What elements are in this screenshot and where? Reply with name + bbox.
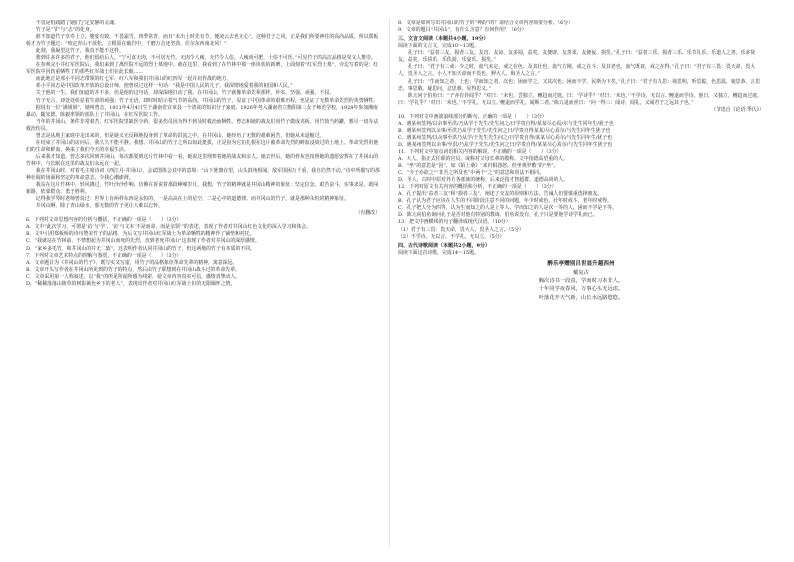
paragraph: 在结束了井冈山的访问后，我久久不能平静。我想，井冈山的竹子之所以如此挺拔，正是因为它们扎根在这片被革命先烈的鲜血浸染过的土地上。革命先烈用他们的生命和鲜血，换来了我们今天的幸福生活。 <box>26 139 379 153</box>
section-heading: 三、文言文阅读（本题共4小题，19分） <box>398 36 489 43</box>
option: A．大人，指正式任职的官员，或称对父母长辈的敬称。文中指德高望重的人。 <box>398 156 568 163</box>
source-note: （节选自《论语·季氏》） <box>711 106 764 113</box>
option: C．孔子把人分为四等，认为生而知之的人是上等人，学而知之的人是次一等的人，困而不学是下等。 <box>398 205 617 212</box>
section-intro: 阅读下面的文言文，完成10～13题。 <box>398 43 479 50</box>
poem-title: 醉乐亭赠别吕世显升越西州 <box>547 260 615 267</box>
option: A．遇某州签判/以余事至洪/乃从学于先生/先生问之/曰学贵自得/某某尽心焉/尔与先生同年生/犹子也 <box>398 120 614 127</box>
paragraph: 不畏是怕践踏了她们宁定安静的灵魂。 <box>35 20 119 26</box>
paragraph: 当年的井冈山，条件非常艰苦，红军医院里缺医少药，很多伤员因为得不到及时救治而牺牲。曾志和她的战友们用竹子做成夹板、用竹筒当药罐，想尽一切办法救治伤员。 <box>26 118 379 132</box>
translation-item: （2）不学诗，无以言。不学礼，无以立。（5分） <box>398 233 505 240</box>
option: D．“家乡多毛竹，和井冈山的并无二致”，这表明作者认同井冈山的竹子，但这两地的竹子有本质的不同。 <box>26 245 256 252</box>
question-9: 9．文章的题目“井冈山”，有什么含意？有何作用？（6分） <box>398 27 527 34</box>
left-column <box>26 20 380 550</box>
poem-author: 戴复古 <box>573 269 589 276</box>
question-8: 8．文章是如何写出井冈山的竹子的“神韵”的？请结合文章内容简要分析。（6分） <box>398 20 574 26</box>
option: D．“稀稀落落山陵草的树影篱色乡下的老人”，表现出作者对井冈山红军战士们的无限缅怀之情。 <box>26 280 236 287</box>
paragraph: 邓小平同志是中国改革开放的总设计师，他曾说过这样一句话：“我是中国人民的儿子，我深情地爱着我的祖国和人民。” <box>35 83 293 90</box>
paragraph: 我站在这片竹林中，轻风拂过，竹叶沙沙作响，仿佛在诉说着那段峥嵘岁月。我想，竹子的精神就是井冈山精神的象征：坚定信念、艰苦奋斗，实事求是、敢闯新路，依靠群众、勇于胜利。 <box>26 182 379 196</box>
section-heading: 四、古代诗歌阅读（本题共2小题，9分） <box>398 242 490 249</box>
paragraph: 井冈山啊，除了青山绿水，那无数的竹子更让人难以忘怀。 <box>35 203 163 210</box>
classical-paragraph: 孔子曰：“君子有三戒：少之时，血气未定，戒之在色；及其壮也，血气方刚，戒之在斗；及其老也，血气既衰，戒之在得。”孔子曰：“君子有三畏：畏天命，畏大人，畏圣人之言。小人不知天命而不畏也，狎大人，侮圣人之言。” <box>398 64 756 78</box>
paragraph: 后来我才知道，曾志多次回到井冈山，每次都要到这片竹林中看一看，她说这里埋葬着她的战友和亲人。她去世后，她的骨灰也按照她的遗愿安葬在了井冈山的竹林中，与长眠在这里的战友们永远在一起。 <box>26 153 379 167</box>
question-6: 6．下列对文章思想内容的分析与概括，不正确的一项是（ ）（3分） <box>26 217 182 224</box>
question-11: 11．下列对文中加点词语相关内容的解说，不正确的一项是（ ）（3分） <box>398 149 562 155</box>
option: D．遇某州签判以余事/至洪/乃从学于先生/先生问之曰/学贵自得/某某尽心焉尔/与先生同年生犹子也 <box>398 141 613 148</box>
right-column <box>398 20 764 550</box>
poem-line: 胸次诗书一段真，学而时习本非人。 <box>538 277 624 284</box>
question-7: 7．下列对文章艺术特点的理解与鉴赏，不正确的一项是（ ）（3分） <box>26 252 182 259</box>
paragraph: 曾志是从地主家庭中走出来的，但是她义无反顾地投身到了革命的洪流之中。在井冈山，她经历了无数的艰难困苦，但她从未退缩过。 <box>35 132 325 139</box>
section-intro: 阅读下面这首诗歌，完成14～15题。 <box>398 249 479 256</box>
paragraph: 谁不知道竹子享寿上立，婆娑有致，不畏霜雪，四季常青，而且“未出土时先有节，便凌云去也无心”。这种君子之风，正是我们所要神往的高尚品质。所以郑板桥才为竹子题过：“咬定青山不放松，立根原在破岩中。千磨万击还坚劲，任尔东西南北风！” <box>26 34 379 48</box>
paragraph: 而此地正是邓小平同志带领的红七军、红八军和我们井冈山的红四军一起并肩作战的地方。 <box>35 76 232 83</box>
option: C．“我就站在竹林前，不禁想起为井冈山而死的先烈，直到老死井冈山”这表现了作者对井冈山的深厚感情。 <box>26 238 260 245</box>
classical-paragraph: 孔子曰：“生而知之者，上也；学而知之者，次也；困而学之，又其次也；困而不学，民斯为下矣。”孔子曰：“君子有九思：视思明，听思聪，色思温，貌思恭，言思忠，事思敬，疑思问，忿思难，见得思义。” <box>398 78 761 92</box>
paragraph: 此刻，我凝望这竹子，我真不能不这样。 <box>35 48 124 55</box>
option: B．文章开头写作者在井冈山所见到的竹子的特点，然后由竹子联想到在井冈山战斗过的革命先辈。 <box>26 266 240 273</box>
question-12: 12．下列对原文有关内容的概括和分析，不正确的一项是（ ）（3分） <box>398 184 557 191</box>
paragraph: 记得我学琴时老师曾说过：世界上有两样东西是永恒的，一是高高在上的星空，二是心中的道德律。而井冈山的竹子，就是那种永恒的精神象征。 <box>35 196 349 203</box>
poem-line: 叶落花开天气新，山长水远路悠悠。 <box>538 294 624 301</box>
option: B．孔子认为君子应该在人生的不同阶段注意不同的问题，年少时戒色，壮年时戒斗，老年时戒得。 <box>398 198 612 205</box>
option: C．文章采用第一人称叙述，以“我”的所见所闻所感为线索，使文章内容真实可信，感情真挚动人。 <box>26 273 241 280</box>
translation-item: （1）君子有三畏：畏天命，畏大人，畏圣人之言。（5分） <box>398 226 525 233</box>
paragraph: 竹子是“节”与“志”的化身。 <box>35 27 95 34</box>
paragraph: 在参观完小井红军医院后，我们来到了离医院不远的烈士墓地中。就在这里，我看到了在竹林中那一座块状的新碑，上面刻着“红军烈士墓”，旁边写着的是：红军医院中因伤重牺牲了的那些红军战士们在此长眠…… <box>26 62 379 76</box>
option: A．文章题目为《井冈山的竹子》，既写实又写虚，用竹子的品格象征革命先辈的精神，寓意深远。 <box>26 259 238 266</box>
paragraph: 竹子无言，却处处彰显着生命的顽强；竹子无语，却时时昭示着气节的高尚。井冈山的竹子，见证了中国革命的艰难历程，也见证了无数革命先烈的英勇牺牲。 <box>35 97 379 104</box>
option: A．孔子提出“益者三友”和“损者三友”，阐述了交友的原则和方法，告诫人们要慎重选择朋友。 <box>398 191 603 198</box>
option: A．文中“此次学习，可谓是‘访’与‘学’，‘访’与文本‘不是而命，而是亲领’”的表述，表现了作者对井冈山红色文化的深入学习和体会。 <box>26 224 312 231</box>
option: C．遇某州签判/以余事至洪乃从学/于先生先生问之/曰学贵自得/某某尽心焉尔/与先生同年生/犹子也 <box>398 134 613 141</box>
question-13: 13．把文中画横线的句子翻译成现代汉语。（10分） <box>398 219 511 226</box>
paragraph: 关于他的一生，我们知道的并不多，但是他的这句话，却深深地打动了我。在井冈山，竹子就像革命先辈那样，朴实、坚强、顽强、不屈。 <box>35 90 335 97</box>
question-10: 10．下列对文中画波浪线部分的断句，正确的一项是（ ）（3分） <box>398 113 547 120</box>
option: B．文中引用郑板桥的诗句赞美竹子的品格，为后文写井冈山红军战士为革命牺牲的精神作了铺垫和衬托。 <box>26 231 255 238</box>
option: D．圣人，古时中原对外方各部族的统称，后来泛指才智超群、道德高尚的人。 <box>398 177 569 184</box>
option: C．“今子亦欲之”“非吾之所及也”中两个“之”的意思和用法不相同。 <box>398 170 544 177</box>
classical-paragraph: 陈亢问于伯鱼曰：“子亦有异闻乎？”对曰：“未也。尝独立，鲤趋而过庭。曰：‘学诗乎？’对曰：‘未也。’‘不学诗，无以言。’鲤退而学诗。他日，又独立，鲤趋而过庭。曰：‘学礼乎？’对曰：‘未也。’‘不学礼，无以立。’鲤退而学礼。闻斯二者。”陈亢退而喜曰：“问一得三：闻诗，闻礼，又闻君子之远其子也。” <box>398 92 763 106</box>
option: B．遇某州签判以余事/至洪乃从学于先生/先生问之曰/学贵自得某某/尽心焉尔/与先生同年生犹子也 <box>398 127 611 134</box>
option: B．“坐”的意思是“因”，如《陌上桑》“来归相怨怒，但坐观罗敷”的“坐”。 <box>398 163 559 170</box>
option: D．陈亢向伯鱼询问孔子是否对他有特别的教诲，伯鱼说没有，孔子只是要他学诗学礼而已。 <box>398 212 598 219</box>
classical-paragraph: 孔子曰：“益者三友，损者三友。友直，友谅，友多闻，益矣。友便辟，友善柔，友便佞，损矣。”孔子曰：“益者三乐，损者三乐。乐节礼乐，乐道人之善，乐多贤友，益矣。乐骄乐，乐佚游，乐宴乐，损矣。” <box>398 50 756 64</box>
paragraph: 据说有一位“满姐姐”，她叫曾志，1911年4月4日生于湖南省宜章县一个清贫的知识分子家庭。1926年考入湖南省立衡阳第三女子师范学校，1928年参加湘南暴动，随朱德、陈毅率领的部队上了井冈山，在红军医院工作。 <box>26 104 378 118</box>
paragraph: 想到许多许多的君子，他们留给后人。“宁可食无肉，不可居无竹。无肉令人瘦，无竹令人俗。人瘦尚可肥，士俗不可医。”可见竹子的高洁品格是受文人推崇。 <box>35 55 376 62</box>
poem-line: 十年同学夜春风，万事心头无远虑。 <box>538 286 624 293</box>
column-divider <box>389 18 390 546</box>
source-note: （有删改） <box>355 210 380 217</box>
paragraph: 我在井冈山时，对着毛主席诗词《西江月·井冈山》，会试图体会其中的意境：“山下旌旗在望，山头鼓角相闻。敌军围困万千重，我自岿然不动。”诗中所描写的那种壮阔的场面和坚定的革命意志，令我心潮澎湃。 <box>26 167 380 182</box>
